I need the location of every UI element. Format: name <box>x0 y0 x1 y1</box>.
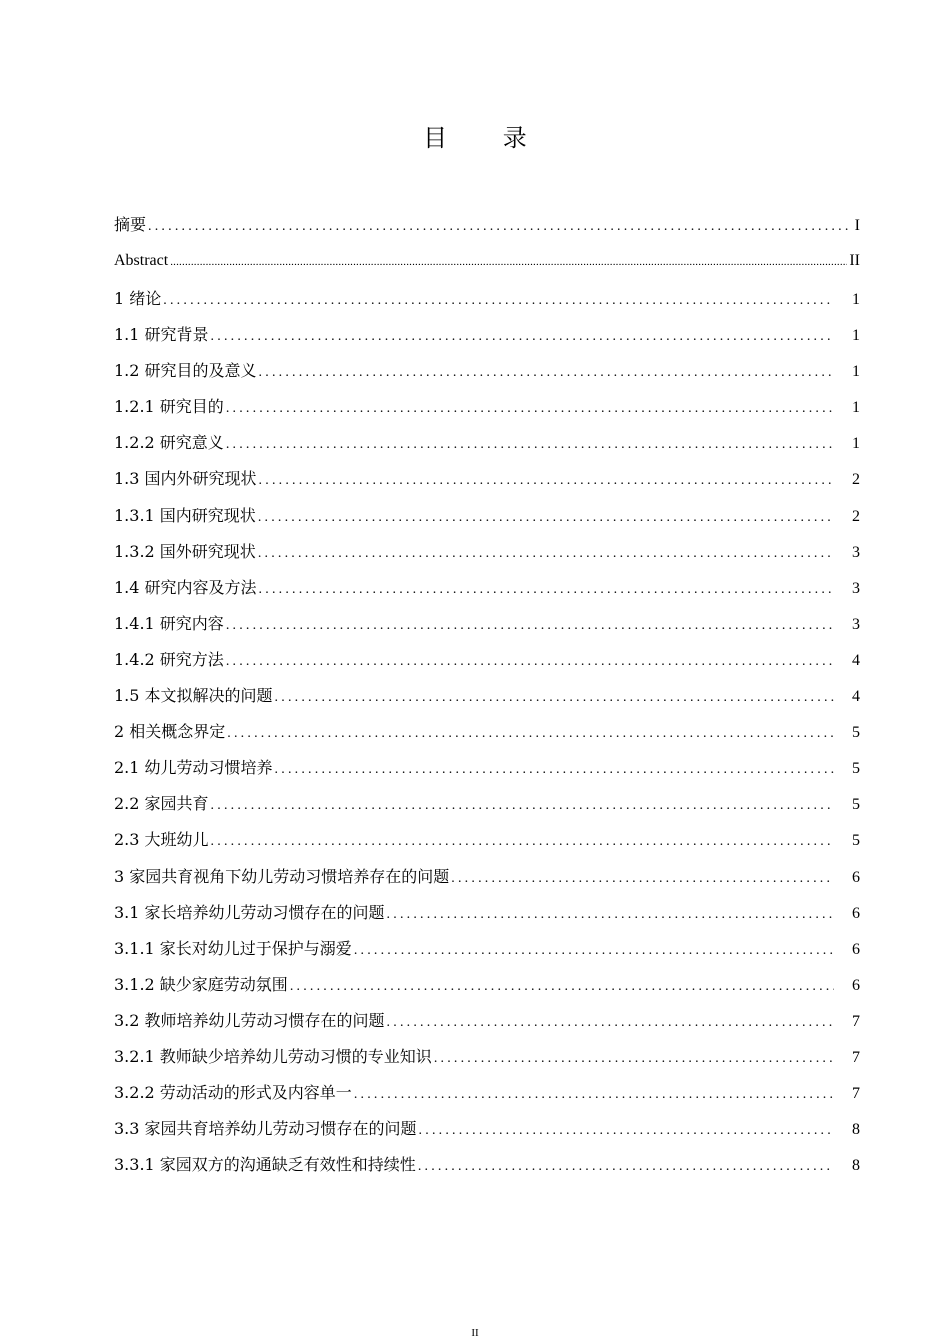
toc-entry-label: 1.3 国内外研究现状 <box>114 469 257 489</box>
toc-entry[interactable] <box>114 392 860 428</box>
toc-entry-page: 7 <box>852 1085 860 1103</box>
toc-entry[interactable] <box>114 1006 860 1042</box>
toc-entry-label: 1.3.2 国外研究现状 <box>114 541 256 561</box>
toc-dot-leader <box>211 791 834 821</box>
toc-dot-leader <box>258 539 834 569</box>
toc-entry-label: 3.3 家园共育培养幼儿劳动习惯存在的问题 <box>114 1119 417 1139</box>
toc-entry-page: 5 <box>852 724 860 742</box>
toc-dot-leader <box>226 394 834 424</box>
toc-entry[interactable] <box>114 573 860 609</box>
toc-entry-label: 3.1.2 缺少家庭劳动氛围 <box>114 974 288 994</box>
toc-entry[interactable] <box>114 464 860 500</box>
toc-dot-leader <box>259 575 834 605</box>
toc-entry[interactable] <box>114 501 860 537</box>
toc-dot-leader <box>259 358 834 388</box>
toc-entry-label: 1.2.2 研究意义 <box>114 433 224 453</box>
toc-entry-page: 6 <box>852 940 860 958</box>
toc-entry-page: 8 <box>852 1121 860 1139</box>
toc-entry[interactable] <box>114 862 860 898</box>
toc-dot-leader <box>226 430 834 460</box>
toc-entry[interactable] <box>114 753 860 789</box>
toc-entry[interactable] <box>114 645 860 681</box>
toc-entry[interactable] <box>114 246 860 284</box>
page-title: 目 录 <box>423 124 551 152</box>
toc-dot-leader <box>275 683 834 713</box>
toc-entry[interactable] <box>114 934 860 970</box>
toc-entry-label: 1 绪论 <box>114 289 162 308</box>
toc-dot-leader <box>148 212 848 242</box>
toc-entry-label: 1.3.1 国内研究现状 <box>114 505 256 525</box>
toc-entry[interactable] <box>114 970 860 1006</box>
toc-dot-leader <box>387 1008 834 1038</box>
toc-entry-label: 摘要 <box>114 215 147 234</box>
toc-entry-page: 3 <box>852 615 860 633</box>
toc-entry-label: 1.4.2 研究方法 <box>114 649 224 669</box>
toc-entry-label: 3.2.2 劳动活动的形式及内容单一 <box>114 1083 352 1103</box>
toc-entry-label: 1.1 研究背景 <box>114 325 209 345</box>
toc-dot-leader <box>290 972 834 1002</box>
toc-entry[interactable] <box>114 428 860 464</box>
toc-entry[interactable] <box>114 898 860 934</box>
toc-dot-leader <box>227 719 834 749</box>
toc-dot-leader <box>211 322 834 352</box>
toc-dot-leader <box>418 1152 834 1182</box>
toc-dot-leader <box>258 503 834 533</box>
toc-entry-page: 7 <box>852 1048 860 1066</box>
toc-dot-leader <box>170 247 847 277</box>
toc-entry-page: 2 <box>852 471 860 489</box>
toc-entry-page: 5 <box>852 796 860 814</box>
toc-entry-page: 1 <box>852 435 860 453</box>
toc-entry[interactable] <box>114 609 860 645</box>
toc-entry-label: 1.4 研究内容及方法 <box>114 577 257 597</box>
toc-entry[interactable] <box>114 210 860 246</box>
toc-entry-page: 8 <box>852 1157 860 1175</box>
toc-entry[interactable] <box>114 1150 860 1186</box>
toc-entry[interactable] <box>114 1078 860 1114</box>
toc-entry-label: 2.1 幼儿劳动习惯培养 <box>114 758 273 778</box>
toc-entry-page: 4 <box>852 651 860 669</box>
toc-entry-label: Abstract <box>114 252 169 269</box>
toc-entry-page: I <box>854 217 860 234</box>
toc-entry-page: 5 <box>852 832 860 850</box>
toc-entry-page: 7 <box>852 1012 860 1030</box>
toc-entry-label: 1.5 本文拟解决的问题 <box>114 686 273 706</box>
toc-entry-page: 4 <box>852 688 860 706</box>
toc-dot-leader <box>163 286 834 316</box>
toc-entry[interactable] <box>114 717 860 753</box>
toc-entry-page: 3 <box>852 579 860 597</box>
toc-dot-leader <box>275 755 834 785</box>
toc-entry-page: 5 <box>852 760 860 778</box>
toc-entry-label: 3.1 家长培养幼儿劳动习惯存在的问题 <box>114 902 385 922</box>
toc-entry-label: 1.2.1 研究目的 <box>114 397 224 417</box>
toc-entry-page: 3 <box>852 543 860 561</box>
toc-entry-label: 2.3 大班幼儿 <box>114 830 209 850</box>
toc-entry[interactable] <box>114 789 860 825</box>
toc-entry-page: 6 <box>852 904 860 922</box>
toc-entry[interactable] <box>114 356 860 392</box>
toc-dot-leader <box>419 1116 834 1146</box>
toc-entry-page: 1 <box>852 399 860 417</box>
toc-entry-label: 3.1.1 家长对幼儿过于保护与溺爱 <box>114 938 352 958</box>
toc-entry[interactable] <box>114 1114 860 1150</box>
toc-entry[interactable] <box>114 284 860 320</box>
toc-dot-leader <box>451 864 834 894</box>
toc-entry-label: 2.2 家园共育 <box>114 794 209 814</box>
toc-entry[interactable] <box>114 681 860 717</box>
toc-entry-label: 1.2 研究目的及意义 <box>114 361 257 381</box>
toc-entry-label: 2 相关概念界定 <box>114 722 226 742</box>
toc-entry[interactable] <box>114 320 860 356</box>
toc-dot-leader <box>354 1080 834 1110</box>
toc-entry-label: 3.3.1 家园双方的沟通缺乏有效性和持续性 <box>114 1155 416 1175</box>
table-of-contents <box>114 210 860 1186</box>
toc-entry-label: 3.2 教师培养幼儿劳动习惯存在的问题 <box>114 1010 385 1030</box>
toc-dot-leader <box>211 827 834 857</box>
toc-entry-page: II <box>849 252 860 269</box>
toc-entry[interactable] <box>114 537 860 573</box>
toc-dot-leader <box>387 900 834 930</box>
toc-entry-page: 1 <box>852 327 860 345</box>
toc-entry-page: 6 <box>852 976 860 994</box>
toc-entry-label: 3 家园共育视角下幼儿劳动习惯培养存在的问题 <box>114 866 450 886</box>
toc-entry[interactable] <box>114 1042 860 1078</box>
toc-entry[interactable] <box>114 825 860 861</box>
toc-entry-page: 2 <box>852 507 860 525</box>
toc-entry-label: 3.2.1 教师缺少培养幼儿劳动习惯的专业知识 <box>114 1046 432 1066</box>
page-number: II <box>471 1327 479 1339</box>
toc-dot-leader <box>226 647 834 677</box>
toc-entry-page: 6 <box>852 868 860 886</box>
toc-entry-label: 1.4.1 研究内容 <box>114 613 224 633</box>
toc-dot-leader <box>226 611 834 641</box>
toc-dot-leader <box>259 466 834 496</box>
toc-dot-leader <box>434 1044 834 1074</box>
toc-dot-leader <box>354 936 834 966</box>
toc-entry-page: 1 <box>852 291 860 308</box>
toc-entry-page: 1 <box>852 363 860 381</box>
